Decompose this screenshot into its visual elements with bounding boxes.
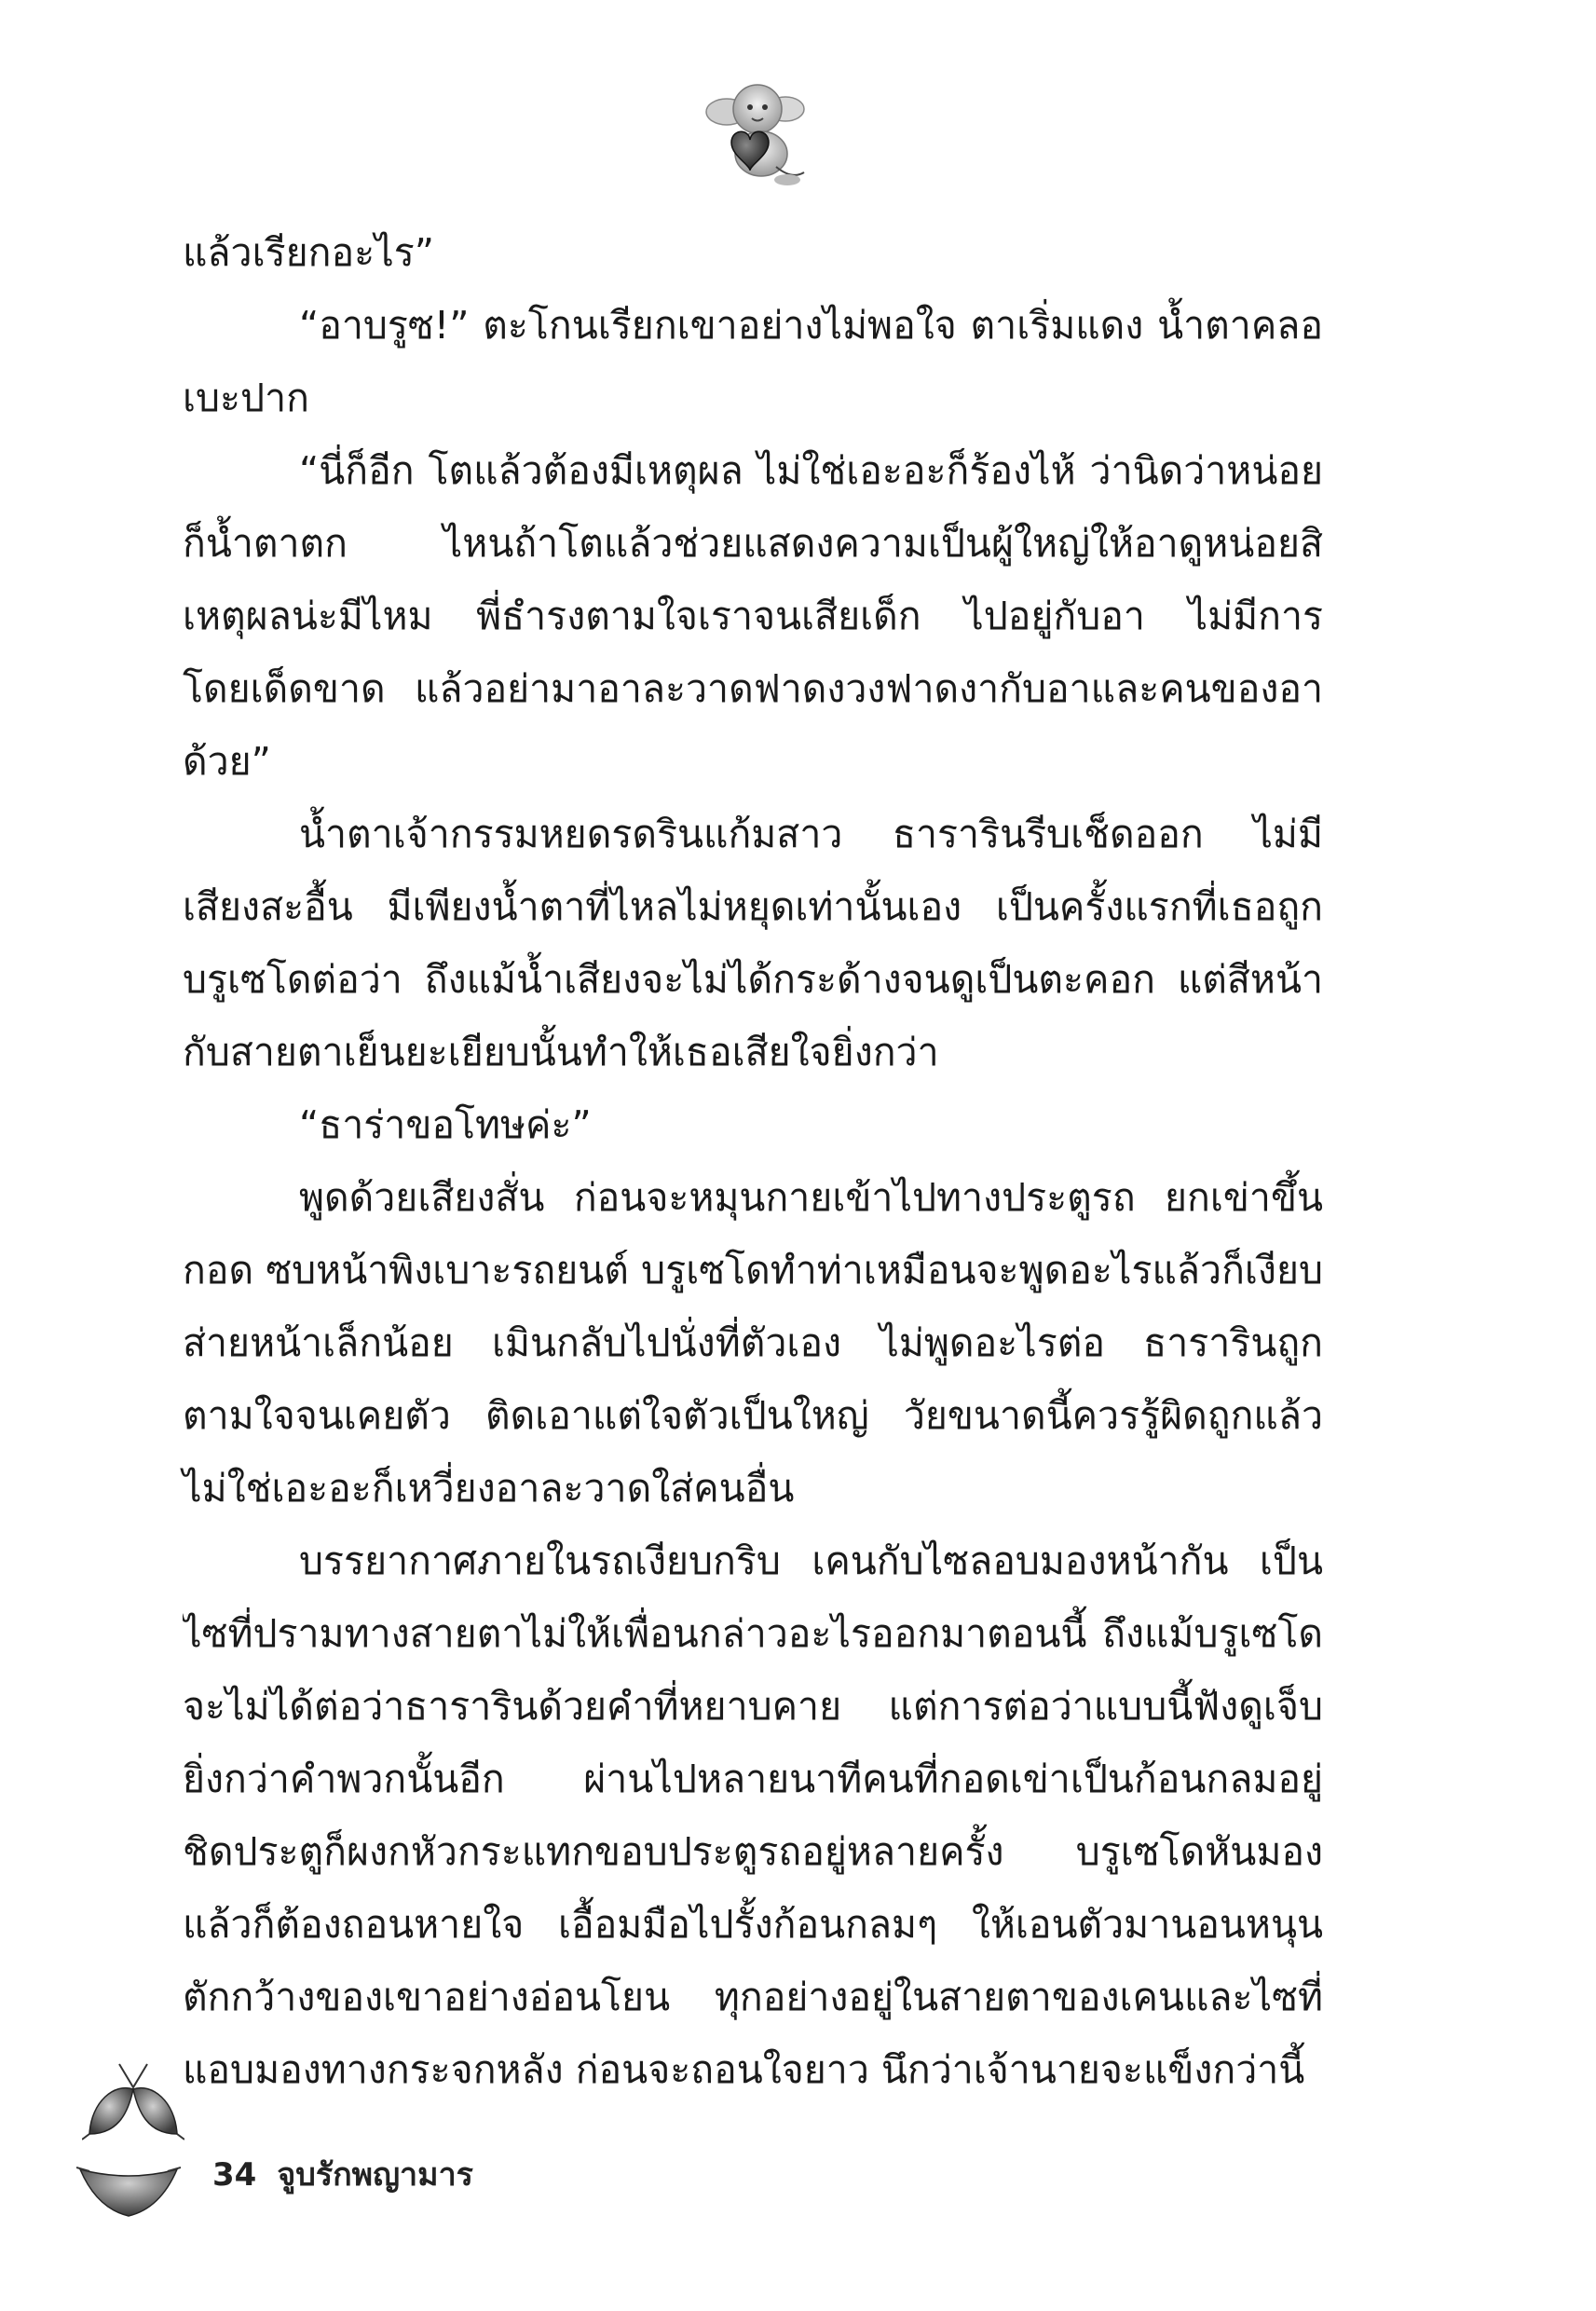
text-line: ชิดประตูก็ผงกหัวกระแทกขอบประตูรถอยู่หลายครั้ง บรูเซโดหันมอง: [183, 1829, 1323, 1874]
text-line: ส่ายหน้าเล็กน้อย เมินกลับไปนั่งที่ตัวเอง ไม่พูดอะไรต่อ ธารารินถูก: [183, 1320, 1323, 1365]
bikini-top-icon: [82, 2059, 184, 2148]
body-text: [183, 216, 1323, 2106]
text-line: กับสายตาเย็นยะเยียบนั้นทำให้เธอเสียใจยิ่งกว่า: [183, 1030, 939, 1074]
text-line: เบะปาก: [183, 376, 309, 420]
cupid-heart-icon: [694, 70, 815, 191]
text-line: บรูเซโดต่อว่า ถึงแม้น้ำเสียงจะไม่ได้กระด้างจนดูเป็นตะคอก แต่สีหน้า: [183, 957, 1323, 1002]
text-line: แอบมองทางกระจกหลัง ก่อนจะถอนใจยาว นึกว่าเจ้านายจะแข็งกว่านี้: [183, 2047, 1305, 2092]
text-line: โดยเด็ดขาด แล้วอย่ามาอาละวาดฟาดงวงฟาดงากับอาและคนของอา: [183, 666, 1323, 711]
page-footer: [212, 2149, 494, 2199]
bikini-bottom-icon: [76, 2162, 181, 2220]
text-line: ยิ่งกว่าคำพวกนั้นอีก ผ่านไปหลายนาทีคนที่กอดเข่าเป็นก้อนกลมอยู่: [183, 1757, 1323, 1801]
text-line: เหตุผลน่ะมีไหม พี่ธำรงตามใจเราจนเสียเด็ก ไปอยู่กับอา ไม่มีการ: [183, 594, 1323, 638]
text-line: ไม่ใช่เอะอะก็เหวี่ยงอาละวาดใส่คนอื่น: [183, 1466, 795, 1511]
text-line: ด้วย”: [183, 739, 271, 784]
text-line: แล้วก็ต้องถอนหายใจ เอื้อมมือไปรั้งก้อนกลมๆ ให้เอนตัวมานอนหนุน: [183, 1902, 1323, 1947]
text-line: ไซที่ปรามทางสายตาไม่ให้เพื่อนกล่าวอะไรออกมาตอนนี้ ถึงแม้บรูเซโด: [183, 1611, 1323, 1656]
text-line: ตามใจจนเคยตัว ติดเอาแต่ใจตัวเป็นใหญ่ วัยขนาดนี้ควรรู้ผิดถูกแล้ว: [183, 1393, 1323, 1438]
page-number: 34: [212, 2156, 257, 2194]
book-title: จูบรักพญามาร: [277, 2156, 473, 2194]
text-line: แล้วเรียกอะไร”: [183, 230, 434, 275]
text-line: “อาบรูซ!” ตะโกนเรียกเขาอย่างไม่พอใจ ตาเริ่มแดง น้ำตาคลอ: [299, 303, 1323, 348]
text-line: เสียงสะอื้น มีเพียงน้ำตาที่ไหลไม่หยุดเท่านั้นเอง เป็นครั้งแรกที่เธอถูก: [183, 884, 1323, 929]
text-line: “ธาร่าขอโทษค่ะ”: [299, 1102, 592, 1147]
text-line: น้ำตาเจ้ากรรมหยดรดรินแก้มสาว ธารารินรีบเช็ดออก ไม่มี: [299, 812, 1323, 856]
text-line: กอด ซบหน้าพิงเบาะรถยนต์ บรูเซโดทำท่าเหมือนจะพูดอะไรแล้วก็เงียบ: [183, 1248, 1323, 1292]
text-line: “นี่ก็อีก โตแล้วต้องมีเหตุผล ไม่ใช่เอะอะก็ร้องไห้ ว่านิดว่าหน่อย: [299, 448, 1323, 493]
text-line: ตักกว้างของเขาอย่างอ่อนโยน ทุกอย่างอยู่ในสายตาของเคนและไซที่: [183, 1975, 1323, 2019]
text-line: พูดด้วยเสียงสั่น ก่อนจะหมุนกายเข้าไปทางประตูรถ ยกเข่าขึ้น: [299, 1175, 1323, 1220]
text-line: จะไม่ได้ต่อว่าธารารินด้วยคำที่หยาบคาย แต่การต่อว่าแบบนี้ฟังดูเจ็บ: [183, 1684, 1323, 1729]
text-line: ก็น้ำตาตก ไหนถ้าโตแล้วช่วยแสดงความเป็นผู้ใหญ่ให้อาดูหน่อยสิ: [183, 521, 1323, 566]
text-line: บรรยากาศภายในรถเงียบกริบ เคนกับไซลอบมองหน้ากัน เป็น: [299, 1538, 1323, 1583]
